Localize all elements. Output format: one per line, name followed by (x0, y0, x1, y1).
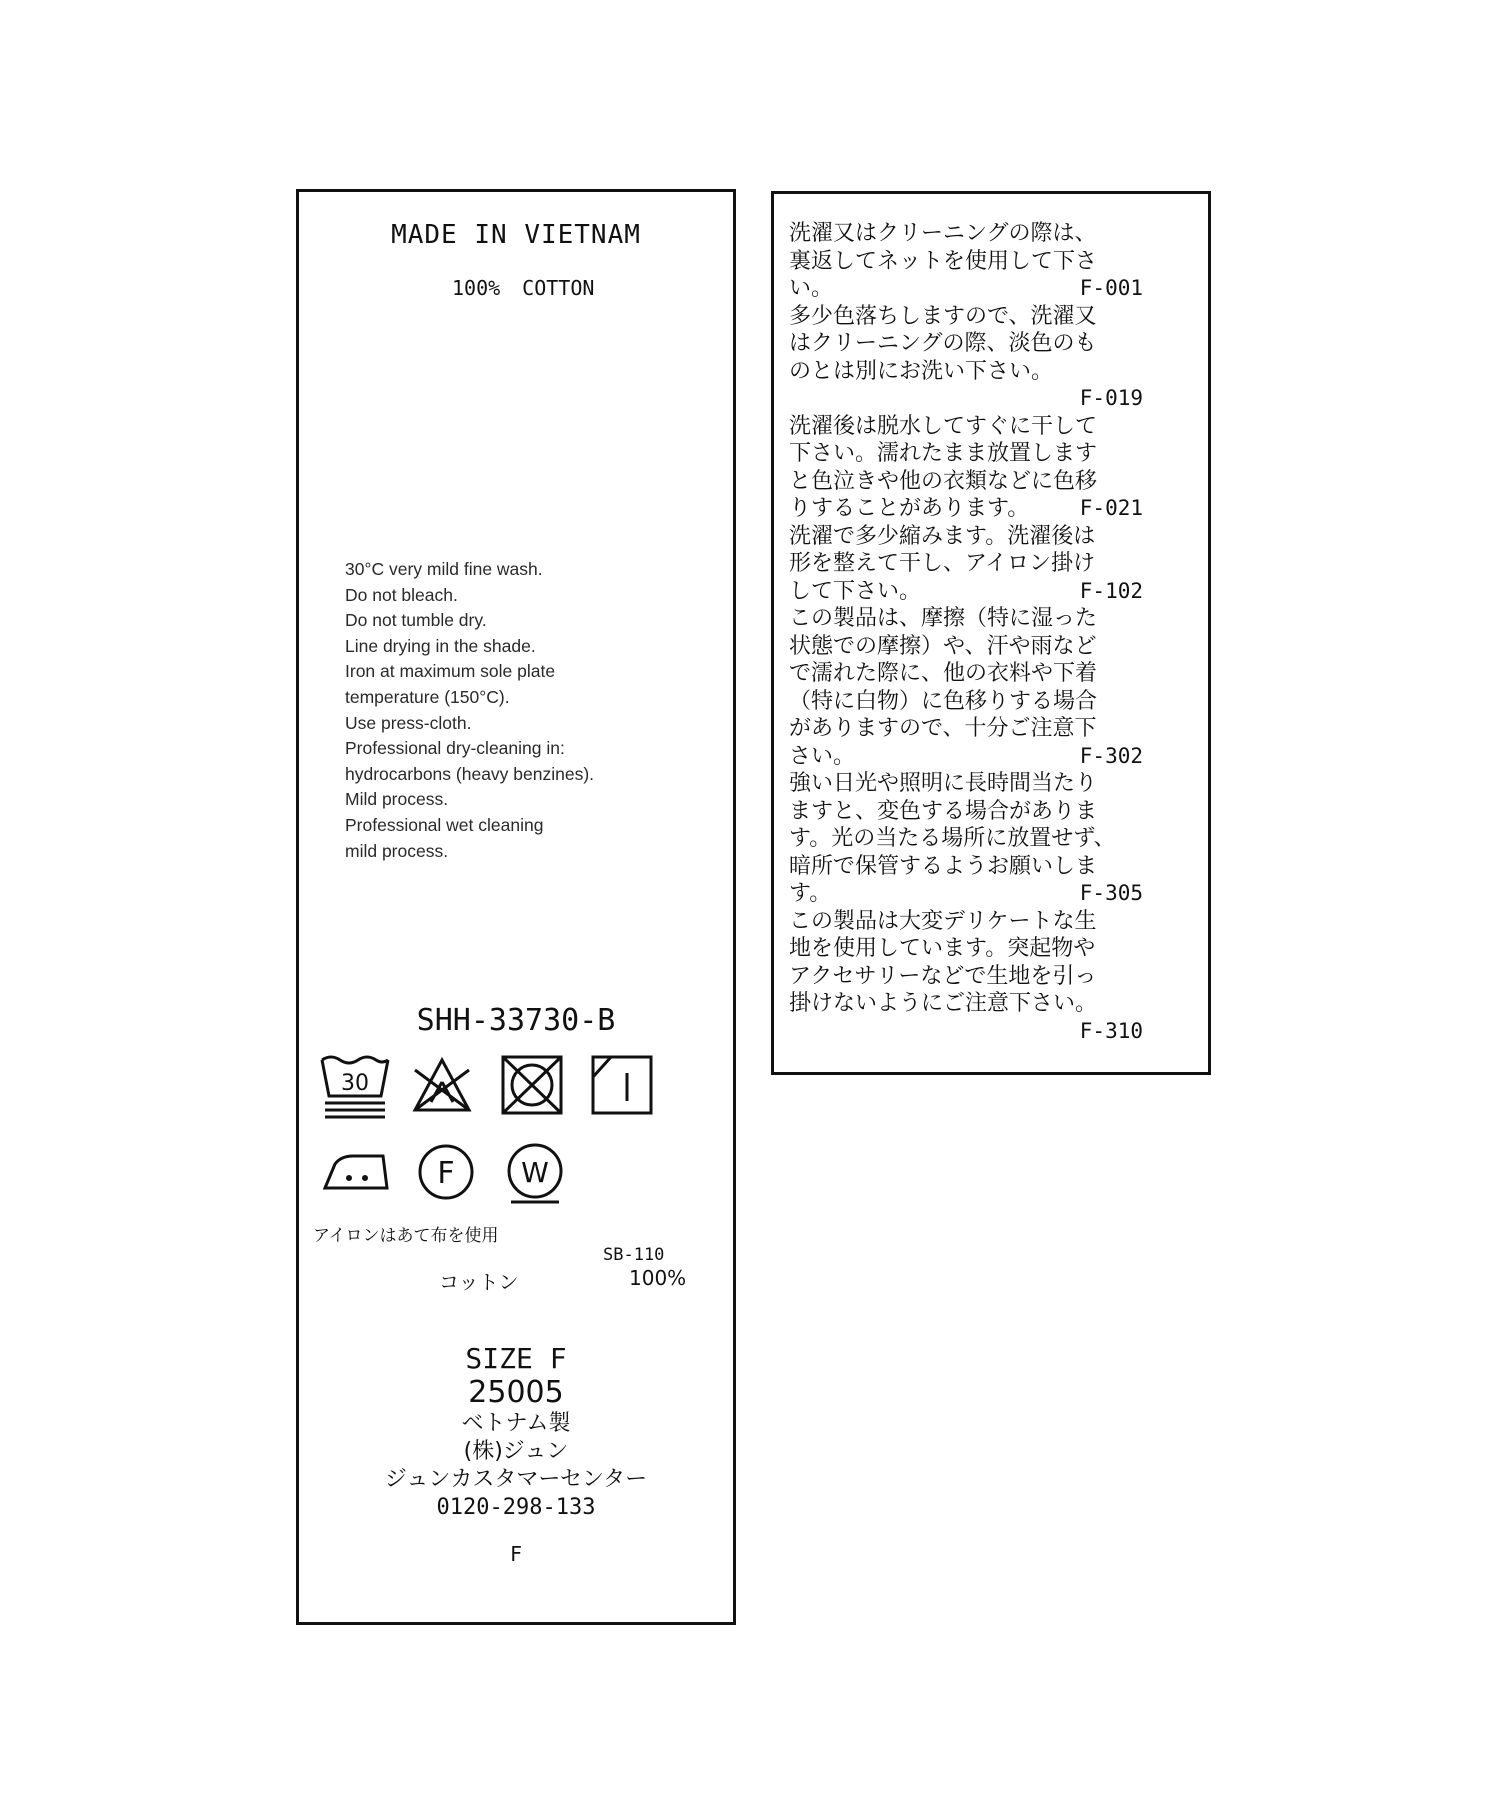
care-jp-text: 状態での摩擦）や、汗や雨など (789, 633, 1097, 659)
care-jp-text: がありますので、十分ご注意下 (789, 716, 1097, 741)
care-jp-text: 多少色落ちしますので、洗濯又 (789, 303, 1097, 329)
jp-origin: ベトナム製 (461, 1411, 571, 1436)
style-number: SHH-33730-B (416, 1003, 616, 1038)
care-en-line: Line drying in the shade. (345, 635, 536, 656)
company-name: (株)ジュン (463, 1439, 569, 1464)
care-jp-text: この製品は、摩擦（特に湿った (789, 606, 1098, 631)
care-jp-text: のとは別にお洗い下さい。 (789, 358, 1054, 384)
care-jp-text: して下さい。 (789, 578, 922, 604)
care-jp-line (789, 715, 1143, 743)
care-jp-line (789, 220, 1143, 248)
care-en-line: 30°C very mild fine wash. (345, 559, 543, 579)
care-jp-line (789, 688, 1143, 716)
care-en-line: Do not tumble dry. (345, 610, 487, 631)
care-jp-line (789, 990, 1143, 1018)
no-tumble-dry-icon (501, 1055, 563, 1115)
line-dry-shade-icon (591, 1055, 653, 1115)
care-jp-code: F-310 (1079, 1018, 1143, 1043)
care-jp-text: と色泣きや他の衣類などに色移 (789, 468, 1098, 494)
care-jp-text: す。 (789, 881, 832, 906)
care-jp-text: で濡れた際に、他の衣料や下着 (789, 661, 1098, 686)
care-jp-text: 掛けないようにご注意下さい。 (789, 991, 1098, 1016)
care-jp-line (789, 605, 1143, 633)
care-jp-line (789, 578, 1143, 606)
care-label-front (296, 189, 736, 1625)
size-label: SIZE F (465, 1342, 567, 1375)
care-jp-line (789, 468, 1143, 496)
care-jp-text: ますと、変色する場合がありま (789, 798, 1098, 824)
care-jp-line (789, 743, 1143, 771)
care-en-line: temperature (150°C). (345, 686, 510, 707)
care-jp-line (789, 303, 1143, 331)
sb-code: SB-110 (603, 1245, 665, 1265)
care-en-line: Professional dry-cleaning in: (345, 738, 565, 759)
care-jp-text: アクセサリーなどで生地を引っ (789, 963, 1097, 989)
care-jp-text: 下さい。濡れたまま放置します (789, 441, 1098, 466)
care-en-line: Use press-cloth. (345, 712, 472, 733)
dry-clean-letter: F (437, 1156, 455, 1191)
care-jp-line (789, 633, 1143, 661)
care-label-back (771, 191, 1211, 1075)
care-jp-code: F-001 (1079, 276, 1143, 300)
maker-info (299, 1342, 733, 1522)
care-jp-text: す。光の当たる場所に放置せず、 (789, 826, 1116, 851)
country-of-origin: MADE IN VIETNAM (391, 220, 641, 250)
phone-number: 0120-298-133 (436, 1495, 596, 1520)
care-jp-text: りすることがあります。 (789, 496, 1030, 521)
wet-clean-letter: W (521, 1156, 549, 1189)
care-jp-text: （特に白物）に色移りする場合 (789, 688, 1098, 714)
care-jp-line (789, 908, 1143, 936)
care-jp-line (789, 248, 1143, 276)
care-en-line: Professional wet cleaning (345, 814, 544, 835)
wash-temp-text: 30 (341, 1071, 369, 1096)
dry-clean-f-icon (417, 1143, 475, 1201)
lot-number: 25005 (468, 1375, 564, 1410)
care-jp-code: F-305 (1079, 881, 1143, 905)
care-jp-text: 洗濯又はクリーニングの際は、 (789, 221, 1097, 246)
care-jp-text: 洗濯後は脱水してすぐに干して (789, 413, 1098, 439)
care-jp-line (789, 358, 1143, 386)
care-en-line: hydrocarbons (heavy benzines). (345, 763, 595, 784)
care-jp-line (789, 798, 1143, 826)
material-name: COTTON (522, 276, 595, 300)
jp-material-name: コットン (439, 1270, 519, 1294)
material-composition (452, 276, 594, 300)
care-jp-line (789, 330, 1143, 358)
care-jp-line (789, 275, 1143, 303)
care-jp-text: 洗濯で多少縮みます。洗濯後は (789, 523, 1096, 549)
care-jp-text: さい。 (789, 743, 856, 769)
care-jp-text: 暗所で保管するようお願いしま (789, 853, 1098, 879)
care-jp-text: はクリーニングの際、淡色のも (789, 331, 1097, 356)
care-jp-text: 裏返してネットを使用して下さ (789, 248, 1098, 274)
care-jp-code: F-019 (1079, 386, 1143, 410)
iron-medium-icon (321, 1150, 393, 1194)
care-jp-code: F-102 (1079, 578, 1143, 603)
care-en-line: Do not bleach. (345, 584, 458, 605)
care-instructions-english (345, 557, 594, 864)
care-jp-line (789, 825, 1143, 853)
care-jp-code: F-302 (1079, 743, 1143, 768)
care-jp-line (789, 660, 1143, 688)
care-jp-line (789, 385, 1143, 413)
care-jp-line (789, 853, 1143, 881)
size-mark: F (509, 1542, 523, 1566)
care-jp-line (789, 550, 1143, 578)
care-instructions-japanese (789, 220, 1143, 1045)
customer-center: ジュンカスタマーセンター (384, 1467, 648, 1492)
care-jp-text: この製品は大変デリケートな生 (789, 908, 1097, 934)
wet-clean-w-icon (505, 1143, 565, 1205)
material-percent: 100% (452, 276, 501, 300)
care-jp-line (789, 770, 1143, 798)
care-jp-text: い。 (789, 276, 834, 301)
care-jp-line (789, 523, 1143, 551)
iron-note: アイロンはあて布を使用 (313, 1226, 499, 1246)
care-jp-line (789, 413, 1143, 441)
care-jp-text: 地を使用しています。突起物や (789, 936, 1096, 961)
care-jp-text: 強い日光や照明に長時間当たり (789, 771, 1098, 796)
jp-material-percent: 100% (629, 1266, 687, 1290)
care-en-line: Mild process. (345, 789, 449, 810)
care-jp-text: 形を整えて干し、アイロン掛け (789, 551, 1096, 576)
wash-30-very-mild-icon (319, 1054, 391, 1120)
care-jp-code: F-021 (1079, 496, 1143, 520)
care-jp-line (789, 935, 1143, 963)
care-jp-line (789, 1018, 1143, 1046)
care-jp-line (789, 440, 1143, 468)
care-en-line: Iron at maximum sole plate (345, 661, 556, 682)
care-jp-line (789, 495, 1143, 523)
no-bleach-icon (411, 1056, 473, 1114)
care-en-line: mild process. (345, 840, 449, 861)
care-jp-line (789, 963, 1143, 991)
care-jp-line (789, 880, 1143, 908)
